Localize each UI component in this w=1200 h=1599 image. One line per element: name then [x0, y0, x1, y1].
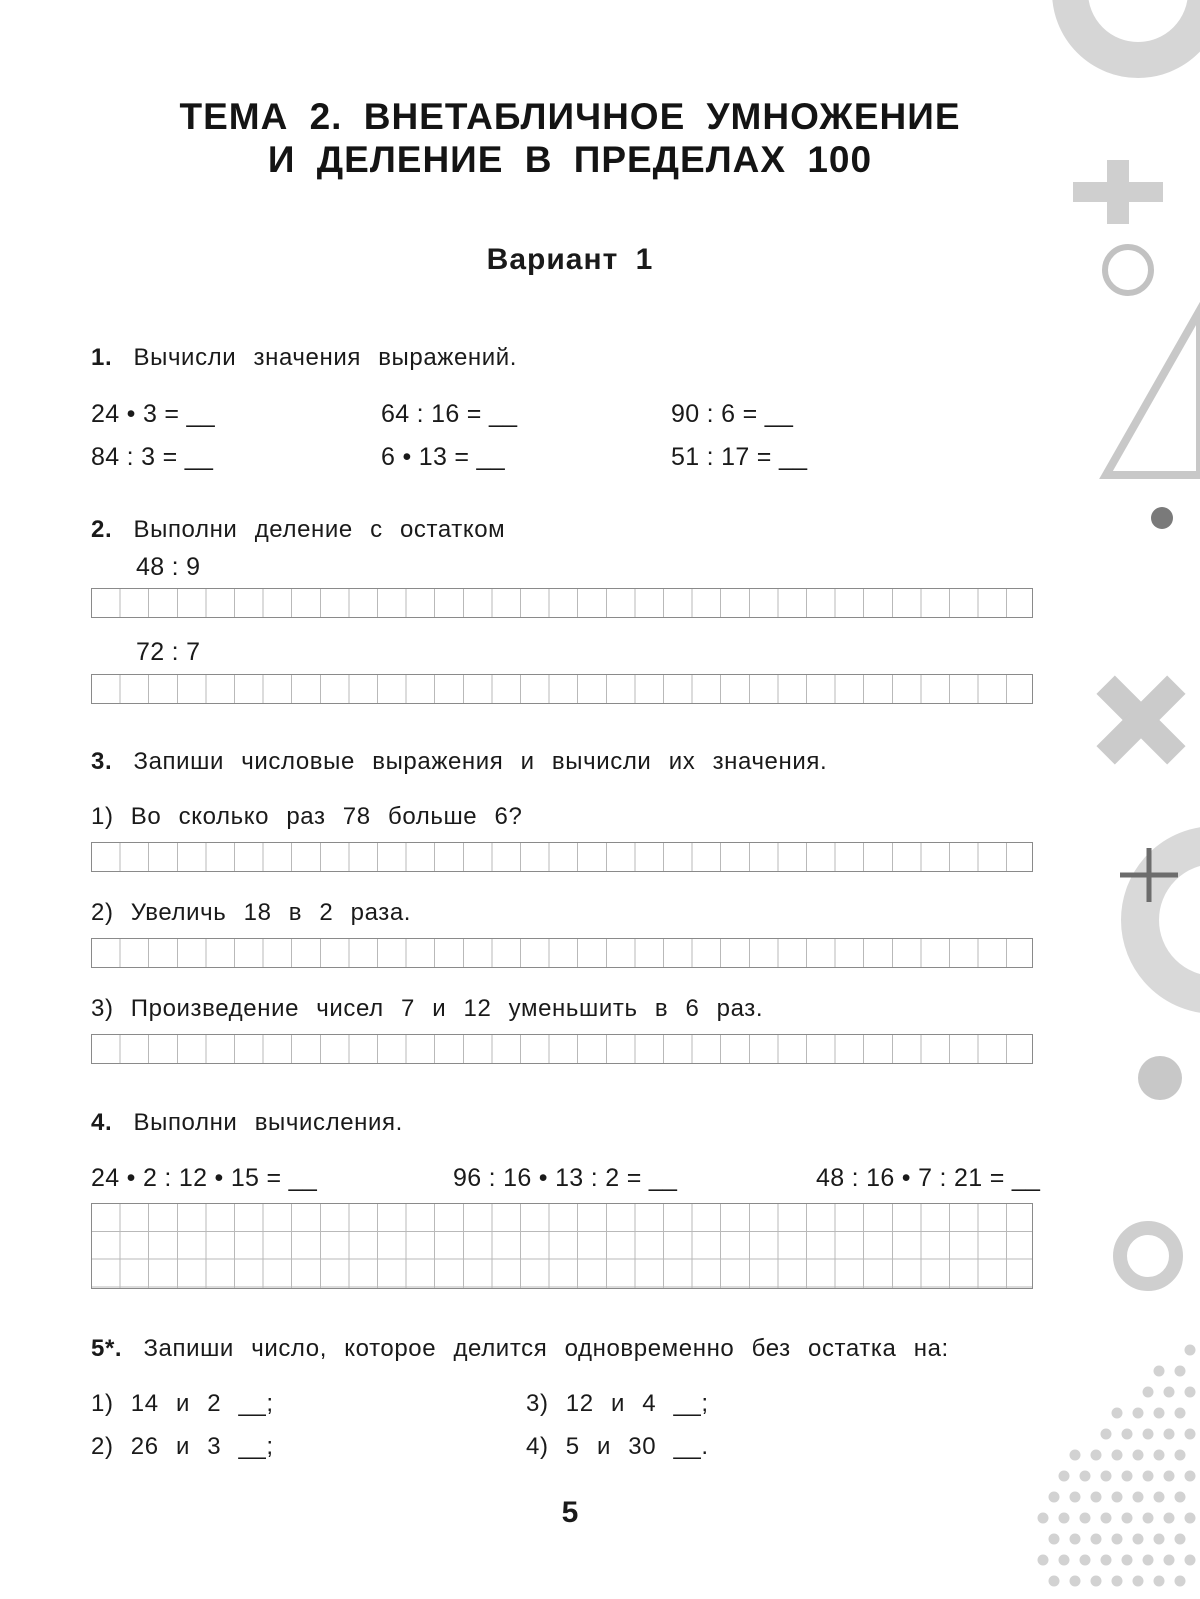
pattern-dot [1185, 1555, 1196, 1566]
pattern-dot [1154, 1576, 1165, 1587]
pattern-dot [1070, 1576, 1081, 1587]
pattern-dot [1154, 1366, 1165, 1377]
pattern-dot [1175, 1492, 1186, 1503]
pattern-dot [1112, 1534, 1123, 1545]
pattern-dot [1185, 1345, 1196, 1356]
subtask: 2) 26 и 3 __; [91, 1433, 274, 1460]
pattern-dot [1049, 1534, 1060, 1545]
pattern-dot [1164, 1387, 1175, 1398]
task-number: 5*. [91, 1335, 123, 1362]
variant-heading: Вариант 1 [486, 243, 654, 276]
task-number: 3. [91, 748, 113, 775]
pattern-dot [1164, 1471, 1175, 1482]
dot-pattern-icon [1038, 1345, 1196, 1587]
pattern-dot [1154, 1408, 1165, 1419]
pattern-dot [1101, 1555, 1112, 1566]
pattern-dot [1185, 1387, 1196, 1398]
task-3-heading [91, 748, 827, 776]
pattern-dot [1101, 1429, 1112, 1440]
task-number: 2. [91, 516, 113, 543]
task-text: Выполни деление с остатком [133, 516, 506, 543]
pattern-dot [1164, 1555, 1175, 1566]
page-title-line-1: ТЕМА 2. ВНЕТАБЛИЧНОЕ УМНОЖЕНИЕ [179, 96, 961, 137]
pattern-dot [1133, 1534, 1144, 1545]
pattern-dot [1154, 1492, 1165, 1503]
task-text: Запиши числовые выражения и вычисли их значения. [133, 748, 828, 775]
task-4-heading [91, 1109, 403, 1137]
pattern-dot [1175, 1534, 1186, 1545]
expression: 64 : 16 = __ [381, 400, 518, 428]
pattern-dot [1101, 1471, 1112, 1482]
pattern-dot [1133, 1450, 1144, 1461]
triangle-icon [1106, 310, 1200, 475]
pattern-dot [1091, 1576, 1102, 1587]
pattern-dot [1059, 1555, 1070, 1566]
answer-grid[interactable] [91, 938, 1033, 968]
pattern-dot [1122, 1429, 1133, 1440]
pattern-dot [1091, 1534, 1102, 1545]
pattern-dot [1185, 1471, 1196, 1482]
expression: 90 : 6 = __ [671, 400, 794, 428]
pattern-dot [1175, 1408, 1186, 1419]
expression: 96 : 16 • 13 : 2 = __ [453, 1164, 678, 1192]
expression: 51 : 17 = __ [671, 443, 808, 471]
pattern-dot [1091, 1450, 1102, 1461]
grey-dot-icon [1138, 1056, 1182, 1100]
pattern-dot [1175, 1576, 1186, 1587]
pattern-dot [1175, 1366, 1186, 1377]
division-item: 72 : 7 [136, 638, 201, 666]
pattern-dot [1133, 1408, 1144, 1419]
donut-icon [1120, 1228, 1176, 1284]
pattern-dot [1143, 1555, 1154, 1566]
pattern-dot [1038, 1555, 1049, 1566]
pattern-dot [1122, 1555, 1133, 1566]
task-5-heading [91, 1335, 949, 1363]
answer-grid[interactable] [91, 1034, 1033, 1064]
pattern-dot [1133, 1576, 1144, 1587]
expression: 24 • 3 = __ [91, 400, 215, 428]
task-text: Вычисли значения выражений. [133, 344, 518, 371]
answer-grid[interactable] [91, 674, 1033, 704]
task-2-heading [91, 516, 505, 544]
pattern-dot [1070, 1450, 1081, 1461]
task-number: 1. [91, 344, 113, 371]
expression: 48 : 16 • 7 : 21 = __ [816, 1164, 1041, 1192]
cross-icon [1070, 649, 1200, 790]
expression: 6 • 13 = __ [381, 443, 505, 471]
expression: 24 • 2 : 12 • 15 = __ [91, 1164, 318, 1192]
pattern-dot [1112, 1408, 1123, 1419]
pattern-dot [1070, 1534, 1081, 1545]
subtask: 1) Во сколько раз 78 больше 6? [91, 803, 523, 830]
page-number: 5 [561, 1496, 579, 1529]
pattern-dot [1122, 1471, 1133, 1482]
pattern-dot [1164, 1429, 1175, 1440]
pattern-dot [1164, 1513, 1175, 1524]
pattern-dot [1185, 1513, 1196, 1524]
subtask: 4) 5 и 30 __. [526, 1433, 709, 1460]
pattern-dot [1112, 1576, 1123, 1587]
pattern-dot [1080, 1555, 1091, 1566]
pattern-dot [1143, 1513, 1154, 1524]
subtask: 1) 14 и 2 __; [91, 1390, 274, 1417]
pattern-dot [1059, 1471, 1070, 1482]
subtask: 3) 12 и 4 __; [526, 1390, 709, 1417]
task-1-heading [91, 344, 517, 372]
subtask: 3) Произведение чисел 7 и 12 уменьшить в 6 раз. [91, 995, 764, 1022]
pattern-dot [1080, 1471, 1091, 1482]
task-number: 4. [91, 1109, 113, 1136]
task-text: Запиши число, которое делится одновременно без остатка на: [143, 1335, 949, 1362]
page-title-line-2: И ДЕЛЕНИЕ В ПРЕДЕЛАХ 100 [267, 139, 873, 180]
pattern-dot [1143, 1387, 1154, 1398]
pattern-dot [1154, 1450, 1165, 1461]
pattern-dot [1112, 1450, 1123, 1461]
pattern-dot [1175, 1450, 1186, 1461]
subtask: 2) Увеличь 18 в 2 раза. [91, 899, 412, 926]
answer-grid[interactable] [91, 842, 1033, 872]
division-item: 48 : 9 [136, 553, 201, 581]
dot-icon [1151, 507, 1173, 529]
pattern-dot [1154, 1534, 1165, 1545]
answer-grid[interactable] [91, 588, 1033, 618]
answer-grid-large[interactable] [91, 1203, 1033, 1289]
task-text: Выполни вычисления. [133, 1109, 403, 1136]
pattern-dot [1143, 1429, 1154, 1440]
ring-icon [1070, 0, 1200, 60]
pattern-dot [1049, 1576, 1060, 1587]
expression: 84 : 3 = __ [91, 443, 214, 471]
pattern-dot [1185, 1429, 1196, 1440]
pattern-dot [1143, 1471, 1154, 1482]
